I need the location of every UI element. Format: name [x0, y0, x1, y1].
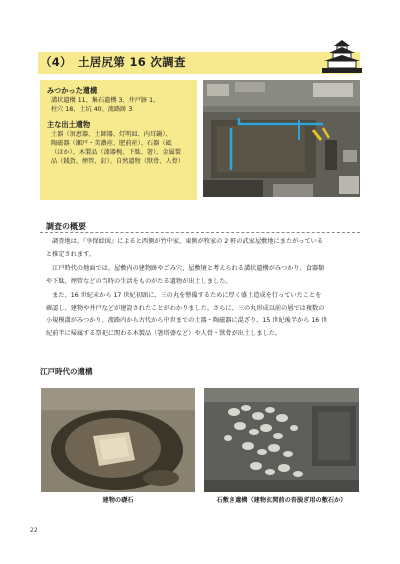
overview-paragraph — [46, 236, 362, 261]
artifacts-line: 土器（須恵器、土師器、灯明皿、内耳鍋）、 — [51, 131, 172, 138]
overview-paragraph — [46, 263, 362, 288]
paragraph-line: 調査地は、『享保絵図』によると西側が竹中家、東側が牧家の 2 軒の武家屋敷地にまたがっている — [46, 238, 324, 245]
artifacts-line: 陶磁器（瀬戸・美濃産、肥前産）、石器（砥 — [51, 140, 172, 147]
foundation-stone-photo — [41, 388, 195, 492]
overview-paragraph — [46, 290, 362, 340]
artifacts-line: （ほか）、木製品（漆器椀、下駄、箸）、金属製 — [51, 149, 181, 156]
paragraph-line: また、16 世紀末から 17 世紀初頭に、三の丸を整備するために厚く盛土造成を行っていたことを — [46, 292, 322, 299]
page-number: 22 — [30, 527, 38, 534]
paragraph-line: 確認し、建物や井戸などが建設されたことがわかりました。さらに、三の丸形成以前の層では複数の — [46, 304, 325, 312]
paragraph-line: 小規模溝がみつかり、流路内から古代から中世までの土器・陶磁器に混ざり、15 世紀後半から 16 世 — [46, 317, 328, 325]
findings-box — [40, 80, 197, 200]
found-features-line: 柱穴 18、土坑 40、流路跡 3 — [51, 106, 133, 113]
paragraph-line: 紀前半に帰属する祭祀に関わる木製品（箸塔婆など）や人骨・獣骨が出土しました。 — [46, 329, 282, 337]
paragraph-line: 江戸時代の地面では、屋敷内の建物跡やごみ穴、屋敷境と考えられる溝状遺構がみつかり、食器類 — [46, 265, 325, 272]
artifacts-line: 品（銭貨、煙管、釘）、自然遺物（獣骨、人骨） — [51, 158, 185, 165]
castle-icon — [320, 38, 364, 74]
edo-features-heading: 江戸時代の遺構 — [40, 367, 93, 376]
found-features-heading: みつかった遺構 — [47, 86, 98, 95]
overview-heading: 調査の概要 — [46, 222, 86, 231]
section-divider — [40, 232, 360, 233]
paragraph-line: と推定されます。 — [46, 250, 96, 258]
artifacts-heading: 主な出土遺物 — [47, 120, 91, 129]
stone-paving-caption: 石敷き遺構（建物玄関前の沓脱ぎ用の敷石か） — [216, 497, 347, 504]
page-title: （4） 土居尻第 16 次調査 — [40, 55, 186, 69]
paragraph-line: や下駄、煙管などの当時の生活をものがたる遺物が出土しました。 — [46, 277, 232, 285]
found-features-line: 溝状遺構 11、集石遺構 3、井戸跡 1、 — [51, 97, 160, 104]
aerial-site-photo — [203, 80, 360, 197]
stone-paving-photo — [204, 388, 359, 492]
foundation-stone-caption: 建物の礎石 — [102, 497, 134, 504]
